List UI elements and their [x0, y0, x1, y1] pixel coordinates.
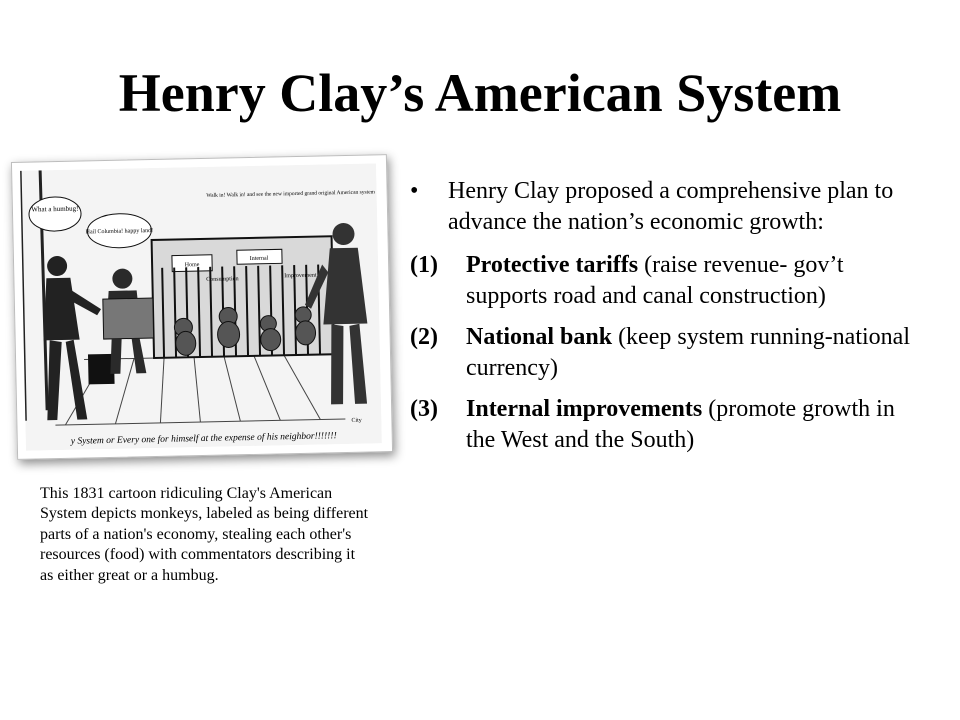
- point-2-detail: (keep system running-national currency): [466, 324, 910, 381]
- bullet-list: [410, 176, 930, 466]
- bubble-right-text: Walk in! Walk in! and see the new imported grand original American system: [206, 189, 375, 199]
- bullet-dot-icon: •: [410, 178, 419, 204]
- political-cartoon-image: [11, 154, 393, 460]
- cage-label-internal: Internal: [249, 255, 269, 262]
- intro-bullet-text: Henry Clay proposed a comprehensive plan to advance the nation’s economic growth:: [448, 178, 894, 235]
- cartoon-bottom-caption: y System or Every one for himself at the expense of his neighbor!!!!!!!: [70, 431, 337, 447]
- cartoon-drawing: [20, 163, 382, 450]
- slide-title: Henry Clay’s American System: [118, 63, 842, 123]
- point-3: [410, 394, 930, 456]
- bubble-middle-text: Hail Columbia! happy land!: [85, 228, 154, 236]
- cage-label-home: Home: [184, 262, 200, 269]
- cartoon-caption: This 1831 cartoon ridiculing Clay's American System depicts monkeys, labeled as being different parts of a nation's economy, stealing each other's resources (food) with commentators describing it as either great or a humbug.: [40, 485, 369, 584]
- point-3-heading: Internal improvements: [466, 396, 703, 422]
- point-1-heading: Protective tariffs: [466, 252, 639, 278]
- point-3-detail: (promote growth in the West and the South): [466, 396, 895, 453]
- point-2-number: (2): [410, 324, 438, 350]
- cage-label-consumption: Consumption: [206, 276, 239, 283]
- bubble-left-text: What a humbug!: [31, 204, 79, 214]
- intro-bullet: [410, 176, 930, 238]
- cartoon-signature: City: [351, 417, 362, 424]
- point-1: [410, 250, 930, 312]
- point-1-number: (1): [410, 252, 438, 278]
- point-2-heading: National bank: [466, 324, 613, 350]
- point-2: [410, 322, 930, 384]
- point-1-detail: (raise revenue- gov’t supports road and canal construction): [466, 252, 844, 309]
- cage-label-improvement: Improvement: [284, 272, 317, 280]
- point-3-number: (3): [410, 396, 438, 422]
- cage: [152, 236, 334, 358]
